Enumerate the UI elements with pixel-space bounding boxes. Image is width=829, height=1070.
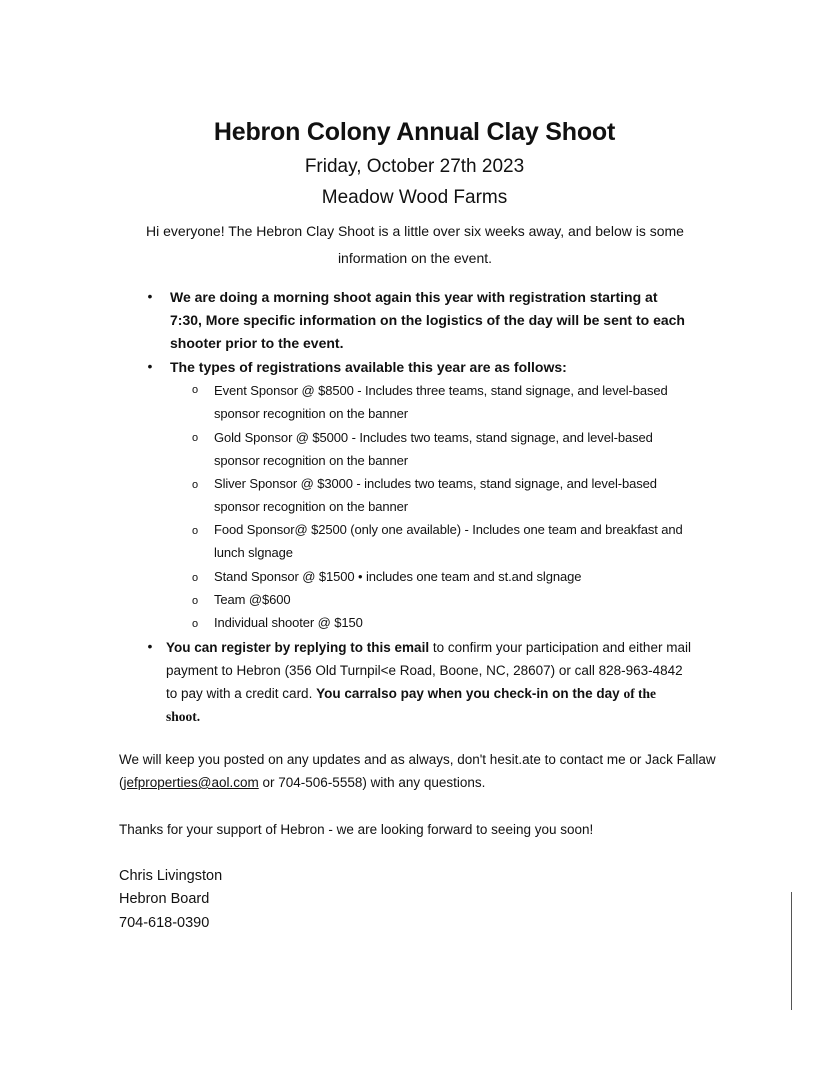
- sub-item-silver-sponsor: Sliver Sponsor @ $3000 - includes two teams, stand signage, and level-based sponsor recognition on the banner: [214, 476, 657, 514]
- margin-line: [791, 892, 792, 1010]
- bullet-register-info: [166, 636, 691, 728]
- sub-bullet-icon: o: [192, 525, 199, 537]
- sub-item-stand-sponsor: Stand Sponsor @ $1500 • includes one team and st.and slgnage: [214, 569, 582, 584]
- bullet-morning-shoot: We are doing a morning shoot again this year with registration starting at 7:30, More specific information on the logistics of the day will be sent to each shooter prior to the event.: [170, 289, 685, 351]
- of-the-shoot-text: of the shoot.: [166, 686, 657, 724]
- updates-text-end: or 704-506-5558) with any questions.: [258, 775, 486, 790]
- sub-item-event-sponsor: Event Sponsor @ $8500 - Includes three teams, stand signage, and level-based sponsor recognition on the banner: [214, 383, 668, 421]
- page-title: Hebron Colony Annual Clay Shoot: [213, 118, 616, 146]
- signature-phone: 704-618-0390: [119, 915, 210, 931]
- bullet-icon: •: [147, 358, 153, 374]
- sub-item-food-sponsor: Food Sponsor@ $2500 (only one available) - Includes one team and breakfast and lunch slgnage: [214, 522, 683, 560]
- intro-text: Hi everyone! The Hebron Clay Shoot is a little over six weeks away, and below is some information on the event.: [146, 223, 684, 266]
- updates-text-start: We will keep you posted on any updates and as always, don't hesit.ate to contact me or Jack Fallaw (: [119, 752, 716, 790]
- sub-item-team: Team @$600: [214, 592, 291, 607]
- email-link[interactable]: jefproperties@aol.com: [123, 775, 259, 790]
- signature-org: Hebron Board: [119, 891, 210, 907]
- bullet-icon: •: [147, 288, 153, 304]
- sub-item-individual: Individual shooter @ $150: [214, 615, 363, 630]
- bullet-registration-types: The types of registrations available this year are as follows:: [170, 359, 567, 375]
- sub-bullet-icon: o: [192, 572, 199, 584]
- register-bold-text: You can register by replying to this email: [166, 640, 430, 655]
- sub-bullet-icon: o: [192, 618, 199, 630]
- updates-paragraph: [119, 748, 719, 794]
- signature-name: Chris Livingston: [119, 868, 223, 884]
- sub-bullet-icon: o: [192, 432, 199, 444]
- sub-bullet-icon: o: [192, 479, 199, 491]
- event-venue: Meadow Wood Farms: [321, 187, 508, 208]
- event-date: Friday, October 27th 2023: [304, 156, 525, 177]
- bullet-icon: •: [147, 638, 153, 654]
- thanks-paragraph: Thanks for your support of Hebron - we are looking forward to seeing you soon!: [119, 822, 594, 837]
- register-details: to confirm your participation and either mail payment to Hebron (356 Old Turnpil<e Road, Boone, NC, 28607) or call 828-963-4842 to pay with a credit card.: [166, 640, 691, 701]
- sub-bullet-icon: o: [192, 595, 199, 607]
- pay-at-checkin-text: You carralso pay when you check-in on the day: [316, 686, 620, 701]
- sub-bullet-icon: o: [192, 384, 199, 396]
- sub-item-gold-sponsor: Gold Sponsor @ $5000 - Includes two teams, stand signage, and level-based sponsor recognition on the banner: [214, 430, 653, 468]
